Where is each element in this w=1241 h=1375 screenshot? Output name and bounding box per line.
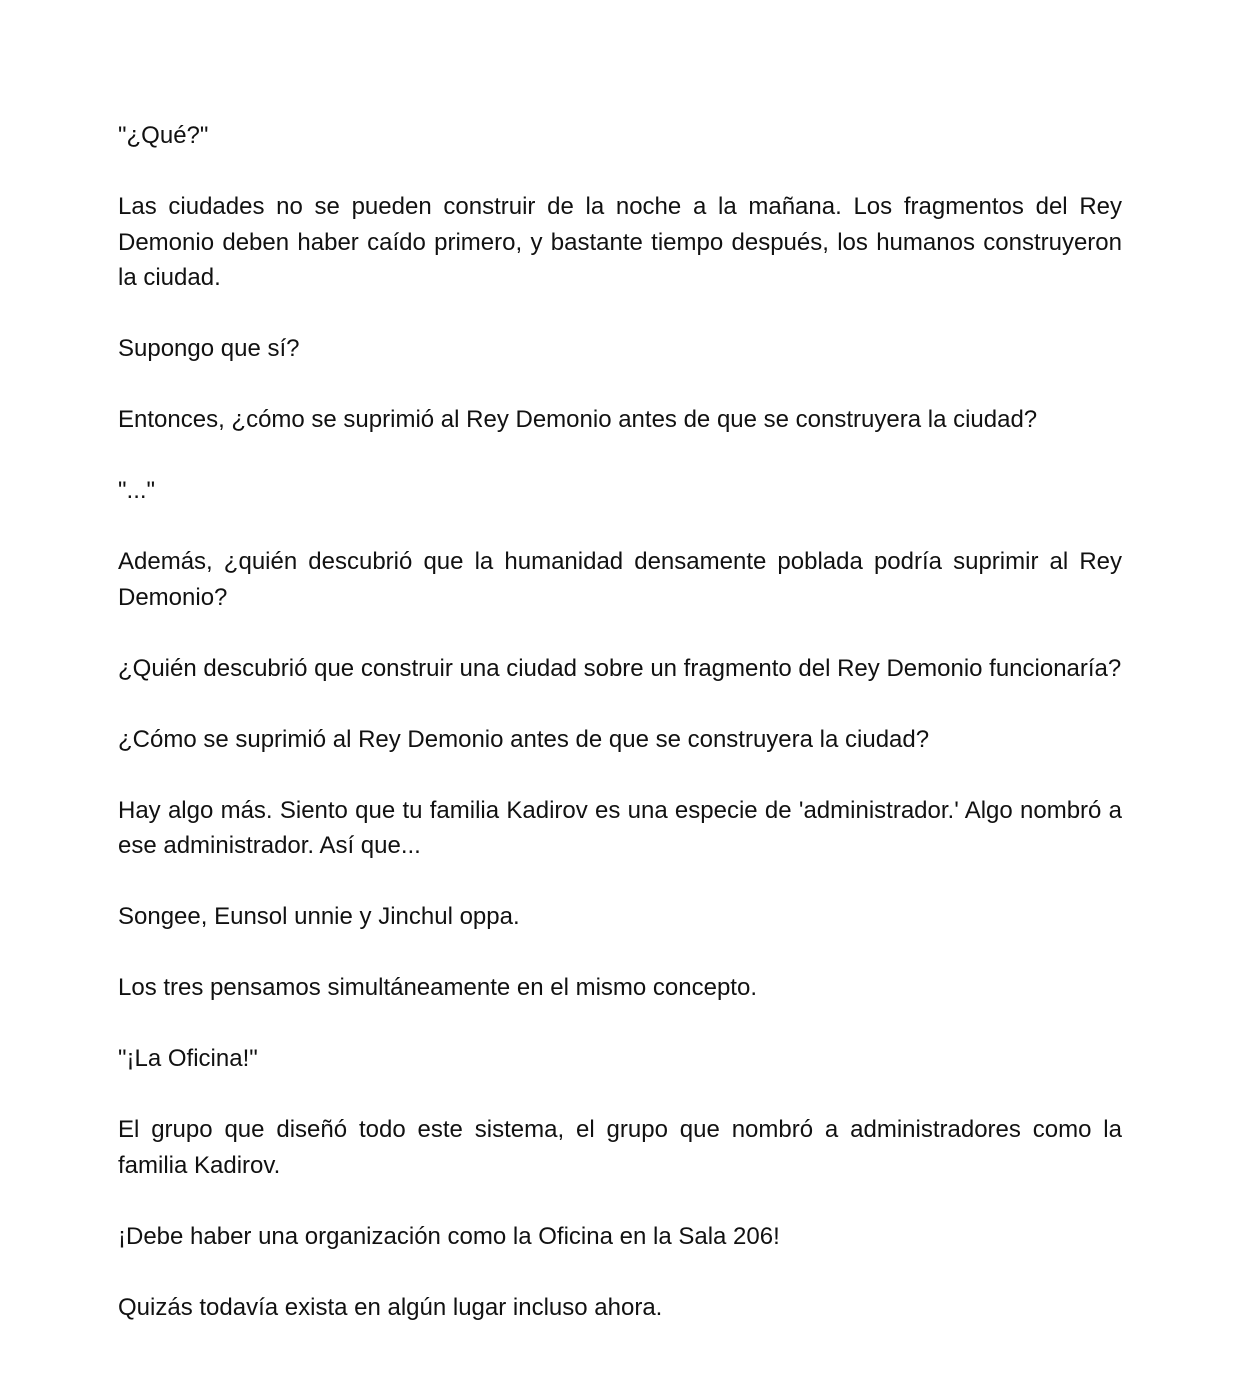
paragraph: Hay algo más. Siento que tu familia Kadirov es una especie de 'administrador.' Algo nombró a ese administrador. Así que... (118, 796, 1122, 859)
paragraph: Los tres pensamos simultáneamente en el mismo concepto. (118, 974, 757, 1001)
paragraph: "..." (118, 477, 156, 504)
paragraph: El grupo que diseñó todo este sistema, el grupo que nombró a administradores como la familia Kadirov. (118, 1116, 1122, 1179)
paragraph: Las ciudades no se pueden construir de la noche a la mañana. Los fragmentos del Rey Demonio deben haber caído primero, y bastante tiempo después, los humanos construyeron la ciudad. (118, 193, 1122, 291)
paragraph: "¡La Oficina!" (118, 1045, 258, 1072)
document-body (118, 118, 1122, 1361)
paragraph: Songee, Eunsol unnie y Jinchul oppa. (118, 903, 520, 930)
paragraph: ¿Cómo se suprimió al Rey Demonio antes de que se construyera la ciudad? (118, 725, 930, 753)
paragraph: Entonces, ¿cómo se suprimió al Rey Demonio antes de que se construyera la ciudad? (118, 406, 1038, 433)
paragraph: Quizás todavía exista en algún lugar incluso ahora. (118, 1293, 663, 1321)
paragraph: ¡Debe haber una organización como la Oficina en la Sala 206! (118, 1222, 780, 1250)
paragraph: Además, ¿quién descubrió que la humanidad densamente poblada podría suprimir al Rey Demonio? (118, 548, 1122, 611)
paragraph: Supongo que sí? (118, 335, 300, 362)
paragraph: ¿Quién descubrió que construir una ciudad sobre un fragmento del Rey Demonio funcionaría? (118, 654, 1122, 682)
paragraph: "¿Qué?" (118, 122, 209, 149)
